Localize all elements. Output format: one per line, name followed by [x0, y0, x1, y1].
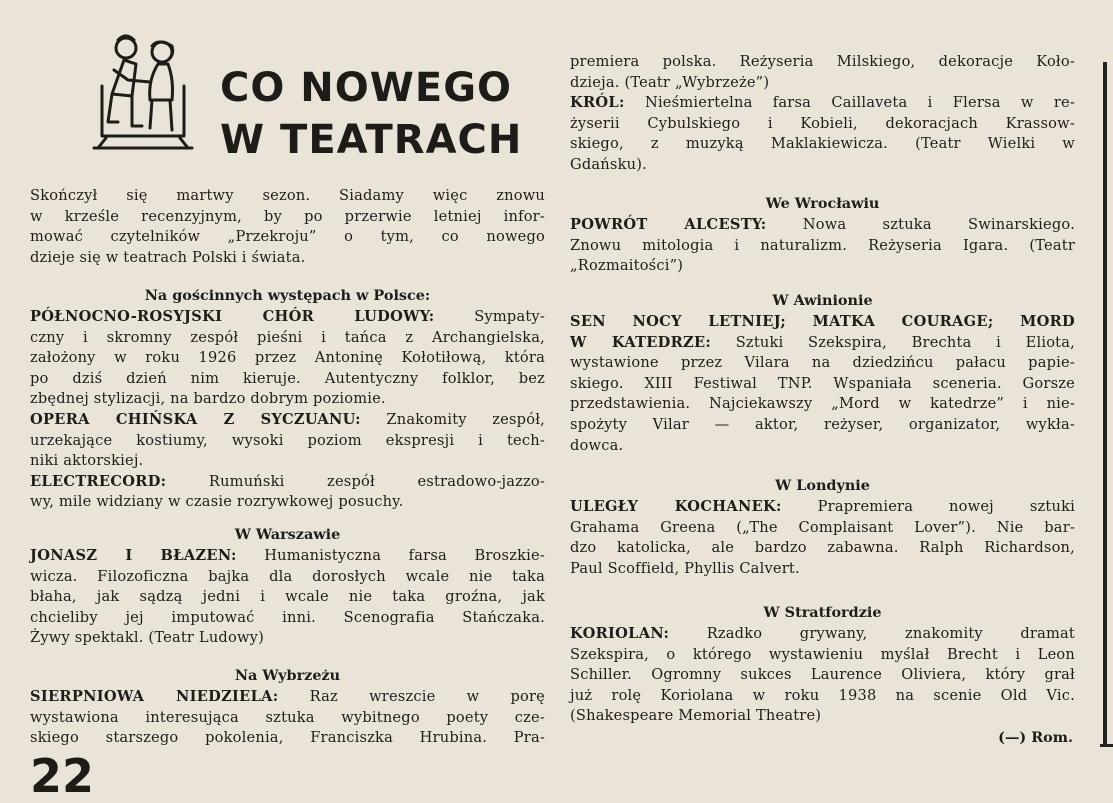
entry-paragraph	[30, 410, 545, 472]
entry-paragraph	[30, 307, 545, 410]
text-line: Żywy spektakl. (Teatr Ludowy)	[30, 629, 264, 647]
text-line: skiego starszego pokolenia, Franciszka Hrubina. Pra-	[30, 729, 545, 747]
text-line: Sztuki Szekspira, Brechta i Eliota,	[711, 333, 1075, 351]
page-edge-rule-tick	[1100, 744, 1113, 747]
text-line: Skończył się martwy sezon. Siadamy więc znowu	[30, 187, 545, 204]
text-line: Znowu mitologia i naturalizm. Reżyseria Igara. (Teatr	[570, 236, 1075, 254]
text-line: Szekspira, o którego wystawieniu myślał Brecht i Leon	[570, 645, 1075, 663]
entry-paragraph	[570, 624, 1075, 727]
section-heading: W Warszawie	[234, 526, 341, 543]
text-line: przedstawienia. Najciekawszy „Mord w katedrze” i nie-	[570, 395, 1075, 413]
entry-title: JONASZ I BŁAZEN:	[30, 547, 237, 564]
section-heading: Na gościnnych występach w Polsce:	[144, 287, 431, 304]
text-line: Schiller. Ogromny sukces Laurence Oliviera, który grał	[570, 666, 1075, 684]
text-line: Rumuński zespół estradowo-jazzo-	[166, 472, 545, 490]
entry-paragraph	[570, 312, 1075, 456]
text-line: w krześle recenzyjnym, by po przerwie letniej infor-	[30, 207, 545, 225]
text-line: skiego. XIII Festiwal TNP. Wspaniała sceneria. Gorsze	[570, 374, 1075, 392]
text-line: Nieśmiertelna farsa Caillaveta i Flersa w re-	[624, 94, 1075, 112]
text-line: mować czytelników „Przekroju” o tym, co nowego	[30, 228, 545, 246]
text-line: wystawiona interesująca sztuka wybitnego poety cze-	[30, 708, 545, 726]
text-line: skiego, z muzyką Maklakiewicza. (Teatr Wielki w	[570, 135, 1075, 153]
text-line: dzieja. (Teatr „Wybrzeże”)	[570, 73, 770, 91]
text-line: zbędnej stylizacji, na bardzo dobrym poziomie.	[30, 390, 386, 408]
entry-title: ELECTRECORD:	[30, 472, 167, 490]
page-edge-rule	[1103, 62, 1107, 747]
theatre-audience-couple-icon	[88, 30, 198, 160]
text-line: Rzadko grywany, znakomity dramat	[669, 625, 1075, 642]
title-line: W TEATRACH	[220, 117, 523, 163]
section-heading: We Wrocławiu	[765, 195, 880, 212]
author-signature: (—) Rom.	[998, 729, 1073, 746]
title-line: CO NOWEGO	[220, 65, 513, 111]
text-line: Nowa sztuka Swinarskiego.	[766, 216, 1075, 233]
text-line: chcieliby jej imputować inni. Scenografia Stańczaka.	[30, 608, 545, 626]
text-line: Raz wreszcie w porę	[278, 688, 545, 705]
text-line: Grahama Greena („The Complaisant Lover”). Nie bar-	[570, 518, 1075, 536]
entry-title: OPERA CHIŃSKA Z SYCZUANU:	[30, 410, 361, 428]
text-line: Prapremiera nowej sztuki	[781, 498, 1075, 515]
section-heading: Na Wybrzeżu	[234, 667, 341, 684]
text-line: wy, mile widziany w czasie rozrywkowej posuchy.	[30, 493, 404, 511]
text-line: wystawione przez Vilara na dziedzińcu pałacu papie-	[570, 354, 1075, 372]
intro-paragraph	[30, 186, 545, 268]
text-line: już rolę Koriolana w roku 1938 na scenie Old Vic.	[570, 686, 1075, 704]
entry-title: W KATEDRZE:	[570, 333, 712, 351]
entry-title: KRÓL:	[570, 94, 625, 112]
entry-paragraph	[30, 687, 545, 749]
entry-title: KORIOLAN:	[570, 625, 670, 642]
text-line: niki aktorskiej.	[30, 452, 144, 470]
entry-paragraph	[30, 472, 545, 513]
text-line: Gdańsku).	[570, 155, 647, 173]
entry-title: ULEGŁY KOCHANEK:	[570, 498, 782, 515]
entry-paragraph	[570, 497, 1075, 579]
text-line: Sympaty-	[434, 308, 545, 325]
text-line: dzieje się w teatrach Polski i świata.	[30, 248, 306, 266]
text-line: wicza. Filozoficzna bajka dla dorosłych wcale nie taka	[30, 567, 545, 585]
text-line: żyserii Cybulskiego i Kobieli, dekoracjach Krassow-	[570, 114, 1075, 132]
page-number: 22	[30, 749, 95, 803]
text-line: Humanistyczna farsa Broszkie-	[236, 547, 545, 564]
text-line: dzo katolicka, ale bardzo zabawna. Ralph Richardson,	[570, 539, 1075, 557]
text-line: spożyty Vilar — aktor, reżyser, organizator, wykła-	[570, 415, 1075, 433]
section-heading: W Londynie	[775, 477, 870, 494]
entry-title: SIERPNIOWA NIEDZIELA:	[30, 688, 279, 705]
text-line: (Shakespeare Memorial Theatre)	[570, 707, 822, 725]
text-line: „Rozmaitości”)	[570, 257, 684, 275]
entry-paragraph	[570, 52, 1075, 93]
section-heading: W Awinionie	[772, 292, 873, 309]
text-line: Paul Scoffield, Phyllis Calvert.	[570, 559, 800, 577]
entry-paragraph	[570, 93, 1075, 175]
section-heading: W Stratfordzie	[763, 604, 882, 621]
entry-title: PÓŁNOCNO-ROSYJSKI CHÓR LUDOWY:	[30, 308, 435, 325]
entry-paragraph	[570, 215, 1075, 277]
entry-title: POWRÓT ALCESTY:	[570, 216, 767, 233]
page-title	[220, 62, 540, 166]
text-line: czny i skromny zespół pieśni i tańca z Archangielska,	[30, 328, 545, 346]
text-line: Znakomity zespół,	[360, 410, 545, 428]
text-line: po dziś dzień nim kieruje. Autentyczny folklor, bez	[30, 369, 545, 387]
text-line: dowca.	[570, 436, 624, 454]
text-line: urzekające kostiumy, wysoki poziom ekspresji i tech-	[30, 431, 545, 449]
text-line: założony w roku 1926 przez Antoninę Kołotiłową, która	[30, 349, 545, 367]
text-line: premiera polska. Reżyseria Milskiego, dekoracje Koło-	[570, 53, 1075, 70]
text-line: błaha, jak sądzą jedni i wcale nie taka groźna, jak	[30, 588, 545, 606]
entry-title: SEN NOCY LETNIEJ; MATKA COURAGE; MORD	[570, 313, 1075, 330]
entry-paragraph	[30, 546, 545, 649]
